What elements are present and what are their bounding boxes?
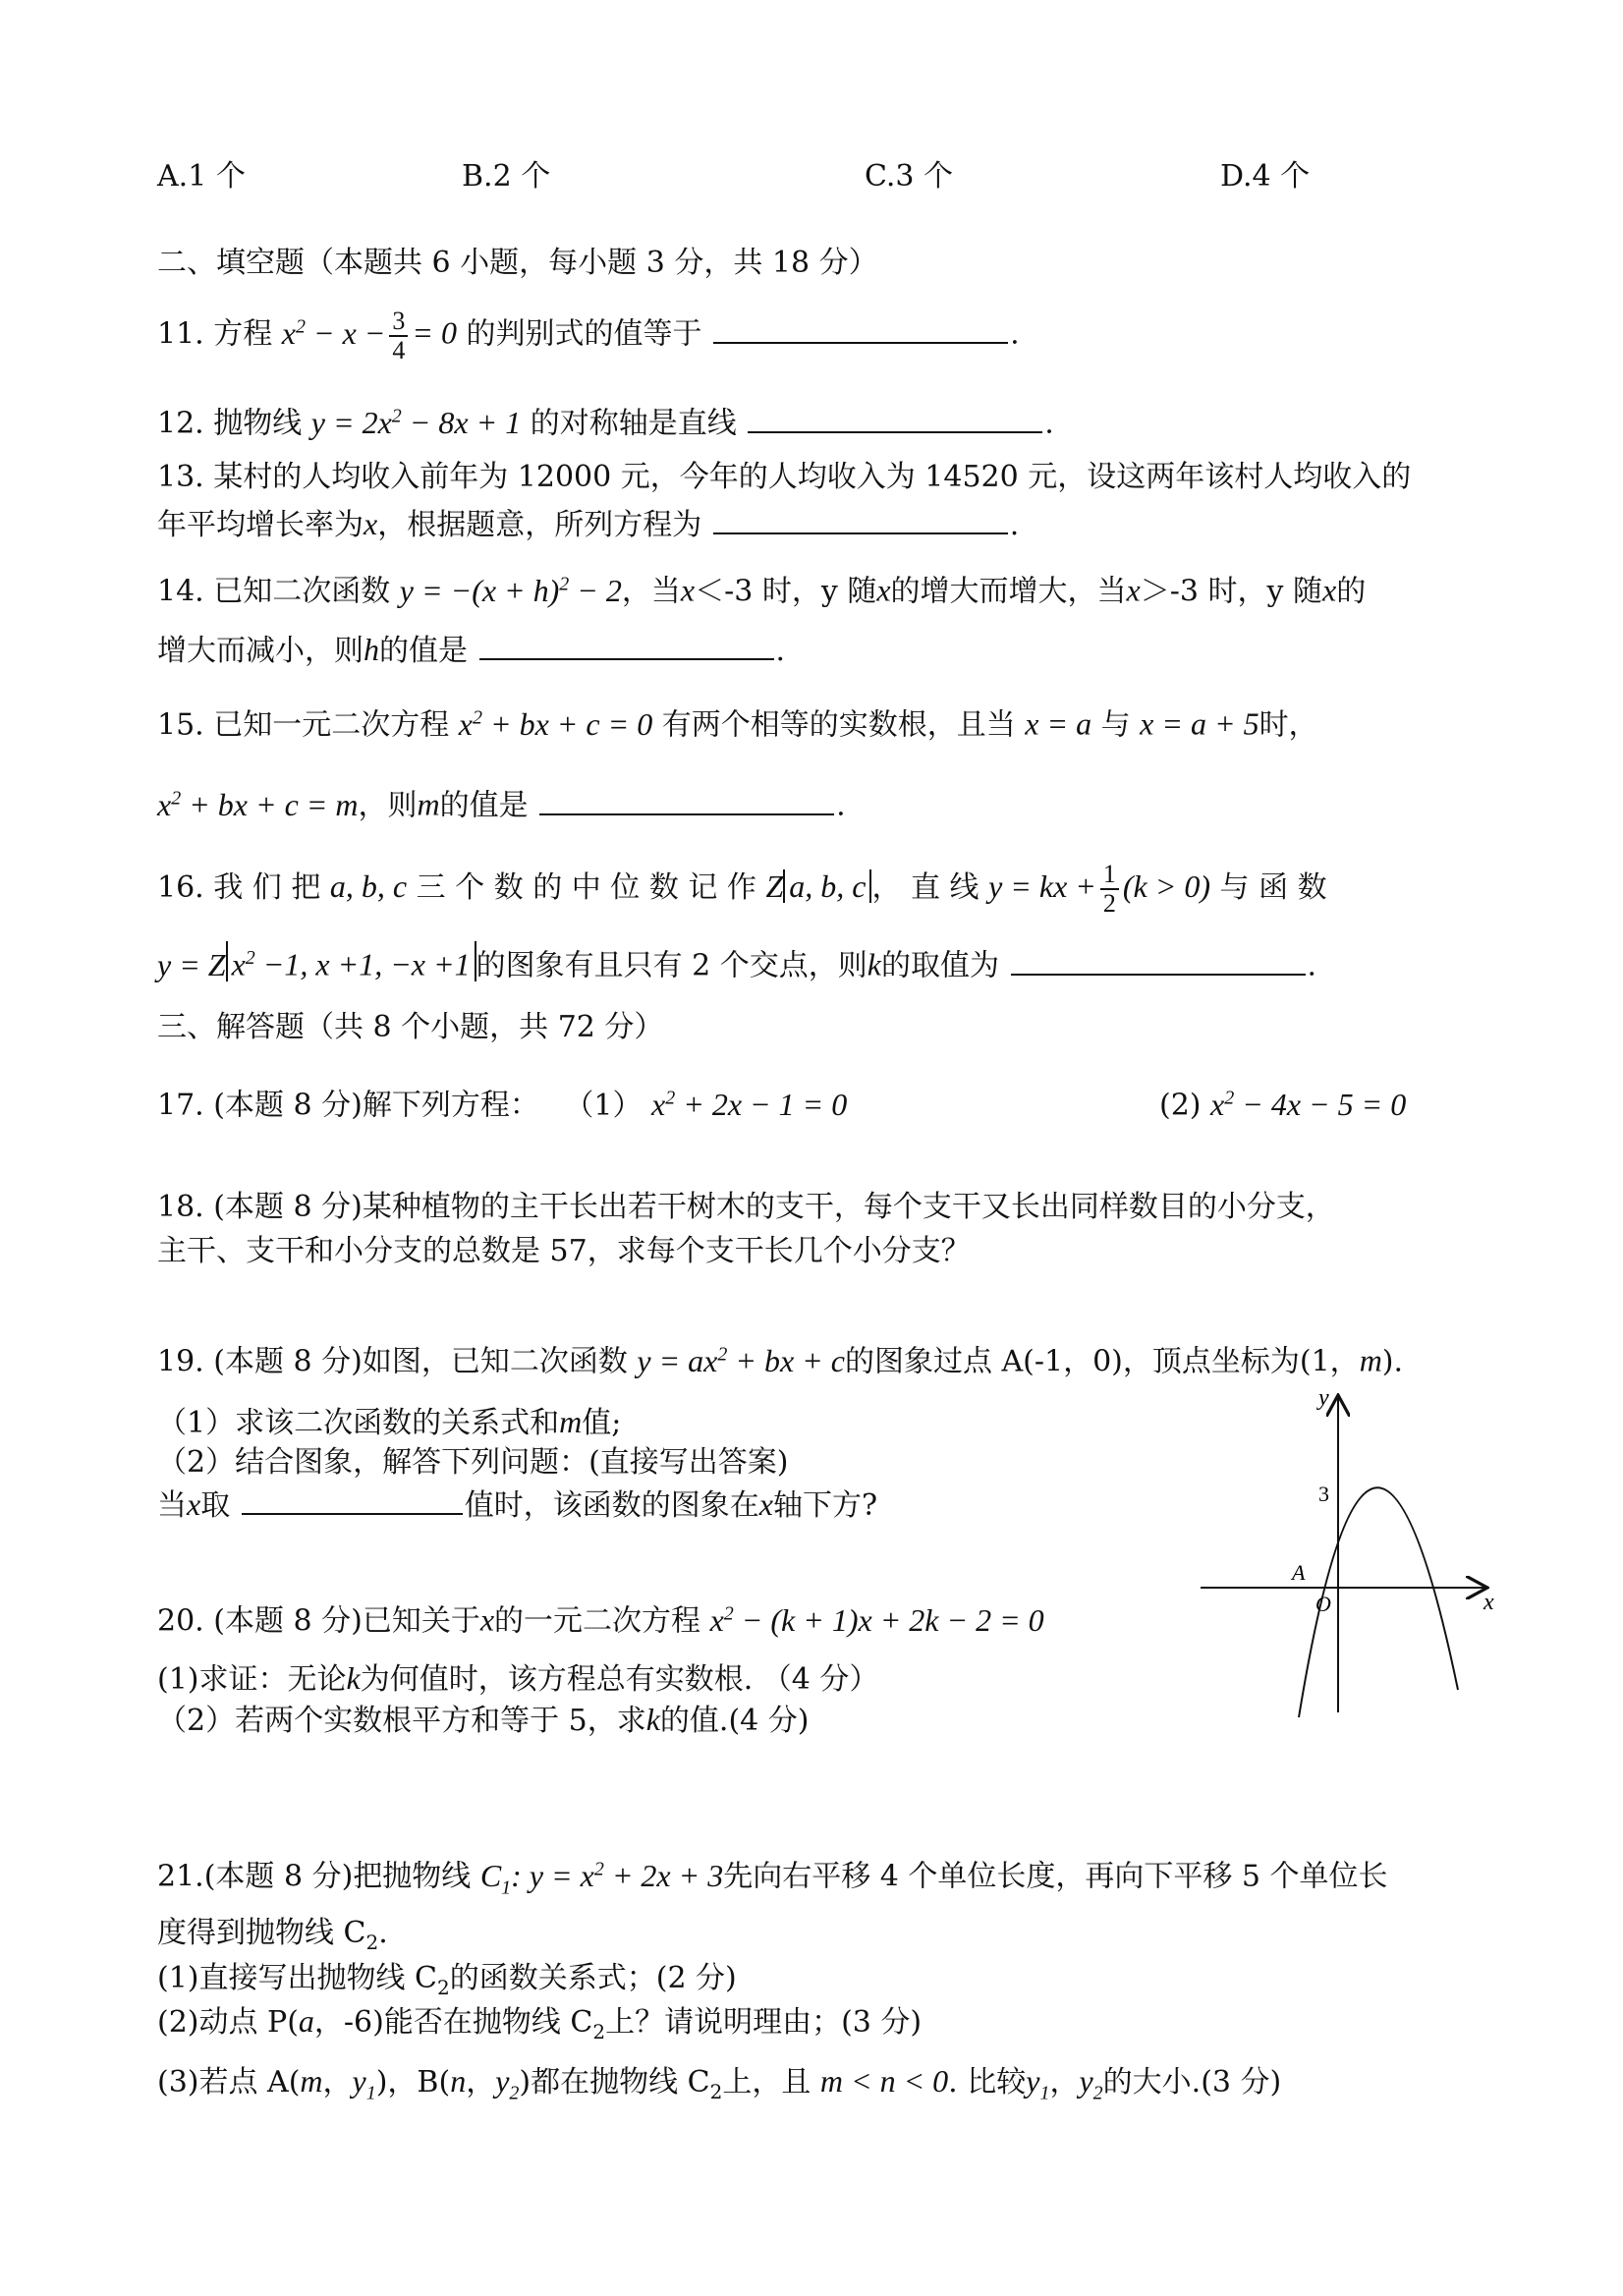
- answer-blank[interactable]: [1011, 944, 1306, 976]
- equation: $y = -(x + h)^2 - 2$: [399, 572, 622, 608]
- question-15-line-1: 15. 已知一元二次方程 $x^2$ + bx + c = 0 有两个相等的实数根，且当 x = a 与 x = a + 5时，: [157, 705, 1318, 743]
- equation: $x^2 - 4x - 5 = 0$: [1210, 1086, 1407, 1122]
- question-16-line-1: 16. 我 们 把 a, b, c 三 个 数 的 中 位 数 记 作 Z a, b, c ， 直 线 y = kx + $\frac{1}{2}$ (k > 0) 与 函 数: [157, 860, 1327, 918]
- equation: $x^2$ + bx + c = 0: [458, 705, 653, 742]
- y-axis-label: y: [1318, 1385, 1329, 1411]
- option-a: A.1 个: [157, 159, 246, 194]
- question-20-part-2: （2）若两个实数根平方和等于 5，求k的值.(4 分): [157, 1702, 810, 1738]
- question-14-line-2: 增大而减小，则h的值是 .: [157, 629, 785, 671]
- question-12: 12. 抛物线 $y = 2x^2 - 8x + 1$ 的对称轴是直线 .: [157, 396, 1054, 444]
- question-19-part-1: （1）求该二次函数的关系式和m值;: [157, 1404, 622, 1440]
- intercept-3-label: 3: [1318, 1482, 1329, 1506]
- equation: $x^2 - (k + 1)x + 2k - 2 = 0$: [709, 1601, 1044, 1638]
- question-17-part-2: (2) $x^2 - 4x - 5 = 0$: [1159, 1086, 1407, 1123]
- fraction: $\frac{3}{4}$: [389, 308, 408, 364]
- question-21: 21.(本题 8 分)把抛物线 $C_1$: $y = x^2 + 2x + 3$先向右平移 4 个单位长度，再向下平移 5 个单位长: [157, 1857, 1388, 1899]
- option-b: B.2 个: [462, 159, 551, 194]
- question-19: 19. (本题 8 分)如图，已知二次函数 $y = ax^2$ + bx + c的图象过点 A(-1，0)，顶点坐标为(1，m).: [157, 1342, 1404, 1379]
- option-c: C.3 个: [865, 159, 954, 194]
- equation: $C_1$: $y = x^2 + 2x + 3$: [479, 1857, 724, 1899]
- equation: $x^2 + 2x - 1 = 0$: [651, 1086, 848, 1122]
- fraction: $\frac{1}{2}$: [1100, 861, 1119, 918]
- answer-blank[interactable]: [539, 784, 834, 815]
- question-20: 20. (本题 8 分)已知关于x的一元二次方程 $x^2 - (k + 1)x + 2k - 2 = 0$: [157, 1601, 1044, 1639]
- section2-title: 二、填空题（本题共 6 小题，每小题 3 分，共 18 分）: [157, 246, 878, 280]
- answer-blank[interactable]: [479, 629, 774, 660]
- answer-blank[interactable]: [242, 1484, 463, 1515]
- question-21-line-2: 度得到抛物线 $C_2$.: [157, 1916, 388, 1954]
- question-19-part-3: 当x取 值时，该函数的图象在x轴下方?: [157, 1484, 877, 1526]
- question-11: 11. 方程 $x^2 - x$ − $\frac{3}{4}$ = 0 的判别式的值等于 .: [157, 306, 1020, 364]
- question-18-line-1: 18. (本题 8 分)某种植物的主干长出若干树木的支干，每个支干又长出同样数目的小分支，: [157, 1190, 1335, 1224]
- question-14-line-1: 14. 已知二次函数 $y = -(x + h)^2 - 2$，当x＜-3 时，y 随x的增大而增大，当x＞-3 时，y 随x的: [157, 572, 1367, 609]
- answer-blank[interactable]: [748, 402, 1042, 433]
- equation: $x^2 - x$ −: [281, 314, 386, 351]
- question-17: 17. (本题 8 分)解下列方程： （1） $x^2 + 2x - 1 = 0$: [157, 1086, 848, 1123]
- equation: $y = 2x^2 - 8x + 1$: [310, 404, 522, 440]
- option-d: D.4 个: [1220, 159, 1311, 194]
- origin-label: O: [1315, 1592, 1331, 1616]
- equation: y = Z $x^2 -1$, x +1, −x +1: [157, 947, 476, 982]
- question-18-line-2: 主干、支干和小分支的总数是 57，求每个支干长几个小分支？: [157, 1234, 971, 1268]
- question-15-line-2: $x^2$ + bx + c = m，则m的值是 .: [157, 778, 846, 826]
- answer-blank[interactable]: [713, 312, 1008, 344]
- question-13-line-2: 年平均增长率为x，根据题意，所列方程为 .: [157, 503, 1019, 545]
- x-axis-label: x: [1483, 1590, 1494, 1615]
- question-20-part-1: (1)求证：无论k为何值时，该方程总有实数根. （4 分）: [157, 1660, 879, 1697]
- question-16-line-2: y = Z $x^2 -1$, x +1, −x +1 的图象有且只有 2 个交点，则k的取值为 .: [157, 941, 1316, 986]
- answer-blank[interactable]: [713, 503, 1008, 534]
- question-21-part-3: (3)若点 A(m，$y_1$)，B(n，$y_2$)都在抛物线 $C_2$上，且 m < n < 0. 比较$y_1$，$y_2$的大小.(3 分): [157, 2063, 1282, 2104]
- question-13-line-1: 13. 某村的人均收入前年为 12000 元，今年的人均收入为 14520 元，设这两年该村人均收入的: [157, 460, 1412, 494]
- point-a-label: A: [1292, 1560, 1306, 1585]
- question-21-part-1: (1)直接写出抛物线 $C_2$的函数关系式；(2 分): [157, 1961, 737, 1999]
- question-21-part-2: (2)动点 P(a，-6)能否在抛物线 $C_2$上？请说明理由；(3 分): [157, 2003, 923, 2044]
- parabola-graph: [1191, 1383, 1505, 1727]
- equation: $y = ax^2$ + bx + c: [637, 1342, 845, 1378]
- question-19-part-2: （2）结合图象，解答下列问题：(直接写出答案): [157, 1445, 789, 1480]
- equation: $x^2$ + bx + c = m: [157, 786, 359, 822]
- section3-title: 三、解答题（共 8 个小题，共 72 分）: [157, 1010, 664, 1044]
